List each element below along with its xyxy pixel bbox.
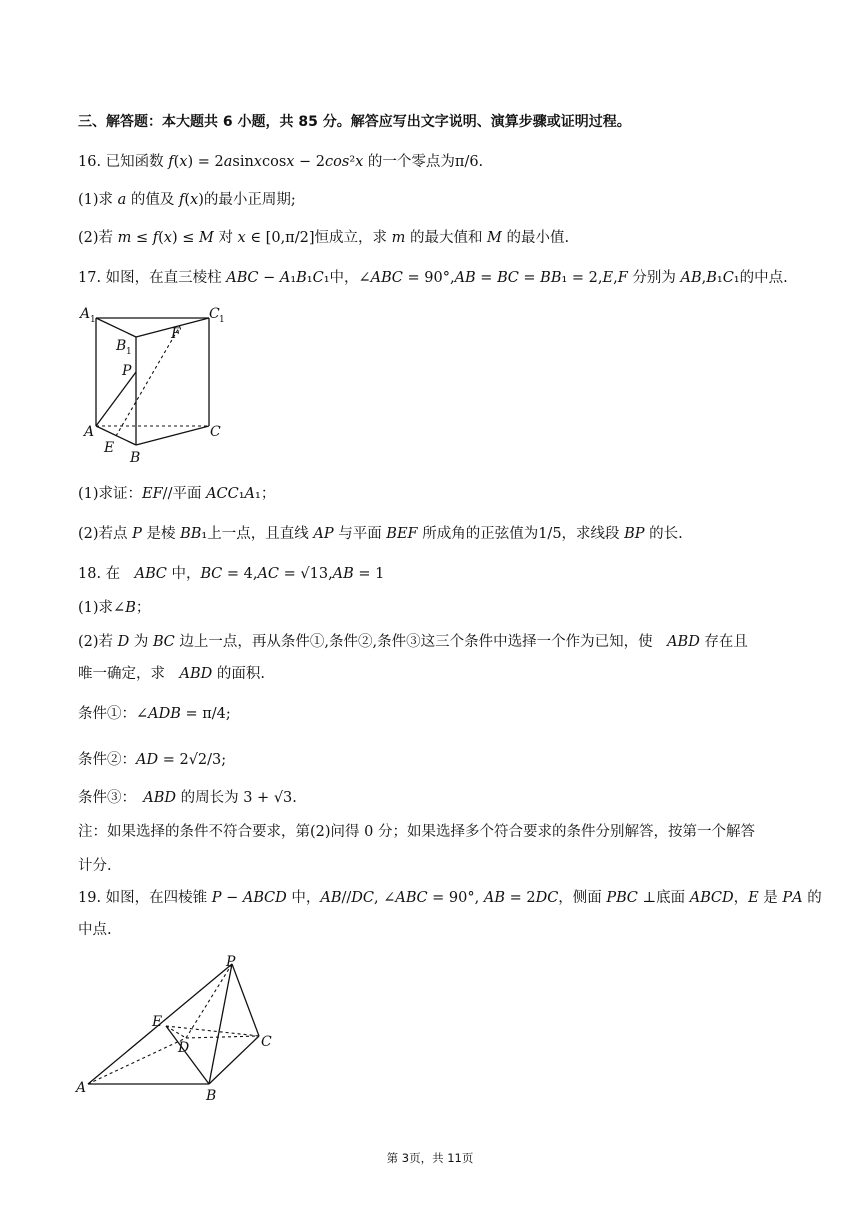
problem-17-part-2: (2)若点 𝑃 是棱 𝐵𝐵₁上一点，且直线 𝐴𝑃 与平面 𝐵𝐸𝐹 所成角的正弦值为1/5，求线段 𝐵𝑃 的长. <box>78 526 683 542</box>
problem-18-part-1: (1)求∠𝐵； <box>78 600 151 616</box>
label-p: P <box>122 363 132 379</box>
label-b: B <box>206 1088 217 1104</box>
problem-16-part-2: (2)若 𝑚 ≤ 𝑓(𝑥) ≤ 𝑀 对 𝑥 ∈ [0,π/2]恒成立，求 𝑚 的最大值和 𝑀 的最小值. <box>78 230 570 246</box>
figure-prism <box>78 300 238 470</box>
note-line-2: 计分. <box>78 858 112 874</box>
problem-16-part-1: (1)求 𝑎 的值及 𝑓(𝑥)的最小正周期; <box>78 192 296 208</box>
problem-19-stem: 19. 如图，在四棱锥 𝑃 − 𝐴𝐵𝐶𝐷 中，𝐴𝐵//𝐷𝐶, ∠𝐴𝐵𝐶 = 90°, 𝐴𝐵 = 2𝐷𝐶，侧面 𝑃𝐵𝐶 ⊥底面 𝐴𝐵𝐶𝐷，𝐸 是 𝑃𝐴 的 <box>78 890 822 906</box>
problem-19-stem-cont: 中点. <box>78 922 112 938</box>
section-heading: 三、解答题：本大题共 6 小题，共 85 分。解答应写出文字说明、演算步骤或证明过程。 <box>78 114 631 130</box>
condition-3: 条件③： 𝐴𝐵𝐷 的周长为 3 + √3. <box>78 790 297 806</box>
label-b1: B <box>116 338 127 354</box>
label-p: P <box>226 954 236 970</box>
label-c: C <box>210 424 221 440</box>
label-c1-sub: 1 <box>219 315 225 325</box>
label-a: A <box>76 1080 87 1096</box>
condition-2: 条件②：𝐴𝐷 = 2√2/3; <box>78 752 227 768</box>
label-a1-sub: 1 <box>90 315 96 325</box>
label-d: D <box>178 1040 190 1056</box>
label-b: B <box>130 450 141 466</box>
condition-1: 条件①：∠𝐴𝐷𝐵 = π/4; <box>78 706 231 722</box>
label-f: F <box>171 326 181 342</box>
problem-18-stem: 18. 在 𝐴𝐵𝐶 中，𝐵𝐶 = 4,𝐴𝐶 = √13,𝐴𝐵 = 1 <box>78 566 385 582</box>
label-c: C <box>261 1034 272 1050</box>
problem-17-part-1: (1)求证：𝐸𝐹//平面 𝐴𝐶𝐶₁𝐴₁； <box>78 486 276 502</box>
page-footer: 第 3页，共 11页 <box>386 1151 474 1165</box>
label-e: E <box>104 440 115 456</box>
label-a1: A <box>80 306 91 322</box>
problem-18-part-2-cont: 唯一确定，求 𝐴𝐵𝐷 的面积. <box>78 666 265 682</box>
label-e: E <box>152 1014 163 1030</box>
problem-17-stem: 17. 如图，在直三棱柱 𝐴𝐵𝐶 − 𝐴₁𝐵₁𝐶₁中，∠𝐴𝐵𝐶 = 90°,𝐴𝐵 = 𝐵𝐶 = 𝐵𝐵₁ = 2,𝐸,𝐹 分别为 𝐴𝐵,𝐵₁𝐶₁的中点. <box>78 270 788 286</box>
figure-pyramid <box>72 950 292 1110</box>
label-c1: C <box>209 306 220 322</box>
problem-16-stem: 16. 已知函数 𝑓(𝑥) = 2𝑎sin𝑥cos𝑥 − 2𝑐𝑜𝑠²𝑥 的一个零点为π/6. <box>78 154 484 170</box>
problem-18-part-2: (2)若 𝐷 为 𝐵𝐶 边上一点，再从条件①,条件②,条件③这三个条件中选择一个作为已知，使 𝐴𝐵𝐷 存在且 <box>78 634 748 650</box>
label-b1-sub: 1 <box>126 347 132 357</box>
label-a: A <box>84 424 95 440</box>
note-line-1: 注：如果选择的条件不符合要求，第(2)问得 0 分；如果选择多个符合要求的条件分别解答，按第一个解答 <box>78 824 755 840</box>
